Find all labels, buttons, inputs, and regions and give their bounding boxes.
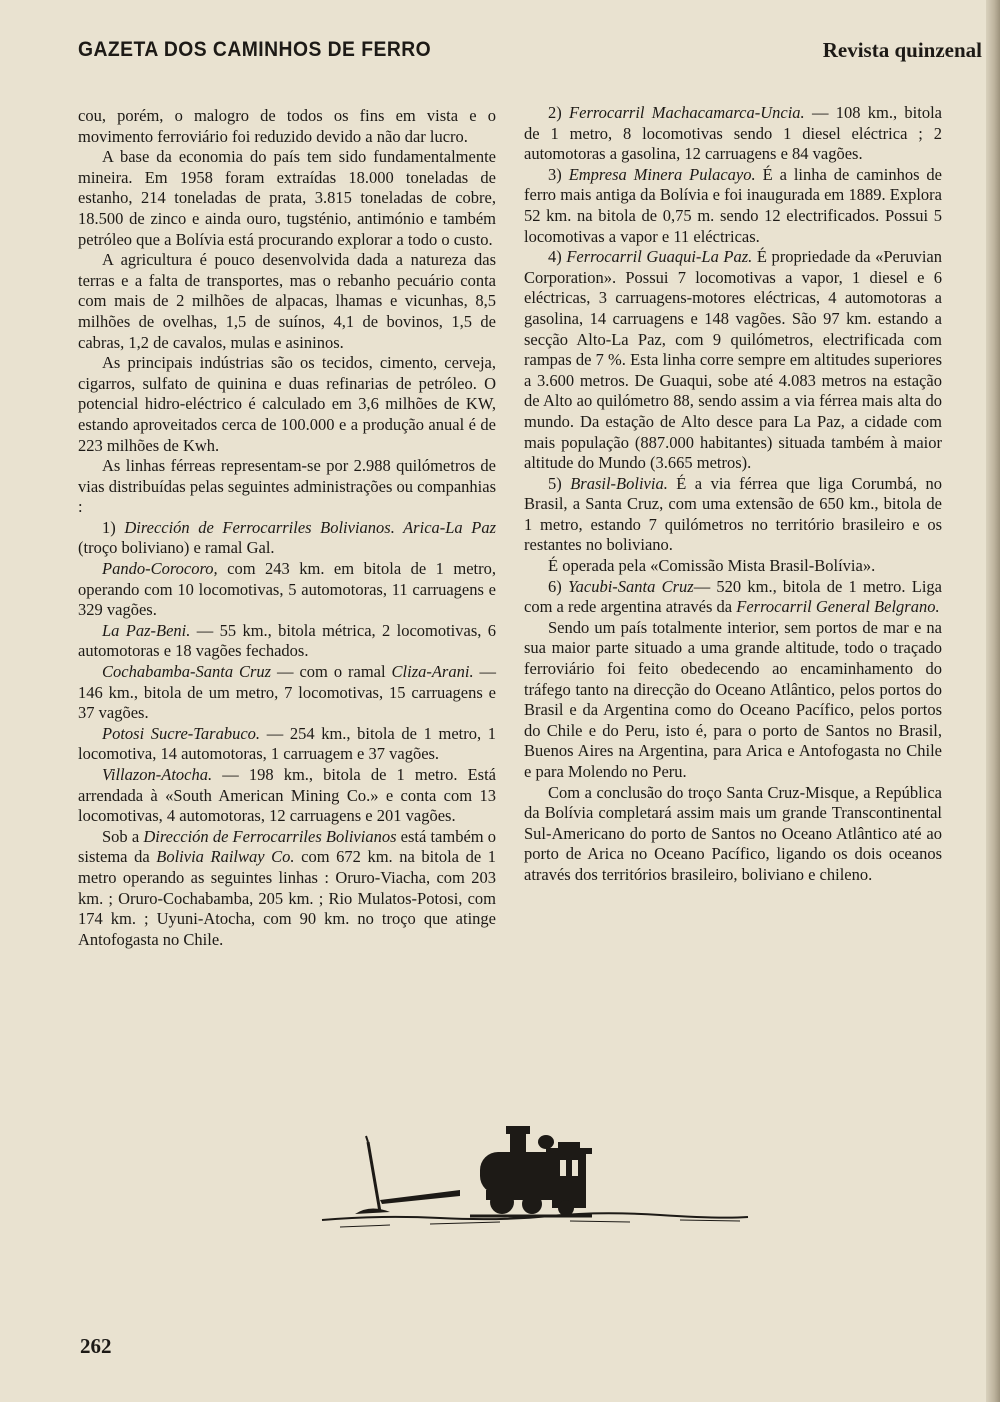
railway-name: Pando-Corocoro,: [102, 559, 218, 579]
railway-name: Brasil-Bolivia.: [570, 473, 668, 493]
left-column: [78, 106, 496, 950]
railway-name: La Paz-Beni.: [102, 620, 191, 640]
paragraph: cou, porém, o malogro de todos os fins em vista e o movimento ferroviário foi reduzido devido a não dar lucro.: [78, 106, 496, 146]
entry-text: (troço boliviano) e ramal Gal.: [78, 538, 275, 558]
steam-locomotive-icon: [470, 1126, 592, 1216]
railway-name: Empresa Minera Pulacayo.: [568, 164, 756, 184]
right-column: [524, 103, 942, 886]
entry-text: — 254 km., bitola de 1 metro, 1 locomotiva, 14 automotoras, 1 carruagem e 37 vagões.: [78, 723, 496, 764]
railway-entry: [524, 577, 942, 618]
entry-text: com 243 km. em bitola de 1 metro, operando com 10 locomotivas, 5 automotoras, 11 carruagens e 329 vagões.: [78, 559, 496, 620]
entry-text: É a via férrea que liga Corumbá, no Brasil, a Santa Cruz, com uma extensão de 650 km., bitola de 1 metro, estando 7 quilómetros no território brasileiro e os restantes no boliviano.: [524, 473, 943, 555]
paragraph: É operada pela «Comissão Mista Brasil-Bolívia».: [548, 556, 876, 576]
entry-text: Sob a: [102, 826, 140, 846]
entry-text: está também o sistema da: [78, 826, 497, 867]
railway-name: Villazon-Atocha.: [102, 765, 213, 784]
railway-name: Bolivia Railway Co.: [156, 847, 295, 867]
journal-title: GAZETA DOS CAMINHOS DE FERRO: [78, 38, 432, 61]
railway-name: Cochabamba-Santa Cruz: [102, 662, 272, 682]
railway-name: Ferrocarril Machacamarca-Uncia.: [569, 103, 805, 122]
entry-number: 6): [548, 576, 562, 596]
railway-entry: [78, 662, 496, 724]
entry-number: 1): [102, 517, 116, 537]
entry-text: É a linha de caminhos de ferro mais antiga da Bolívia e foi inaugurada em 1889. Explora 52 km. na bitola de 0,75 m. sendo 12 electrificados. Possui 5 locomotivas a vapor e 11 eléctricas.: [524, 164, 943, 246]
entry-number: 5): [548, 473, 562, 493]
paragraph: Com a conclusão do troço Santa Cruz-Misque, a República da Bolívia completará assim mais um grande Transcontinental Sul-Americano do porto de Santos no Oceano Atlântico até ao porto de Arica no Oceano Pacífico, ligando os dois oceanos através dos territórios brasileiro, boliviano e chileno.: [524, 782, 942, 884]
entry-text: — 198 km., bitola de 1 metro. Está arrendada à «South American Mining Co.» e conta com 13 locomotivas, 4 automotoras, 12 carruagens e 201 vagões.: [78, 765, 496, 826]
entry-text: — 55 km., bitola métrica, 2 locomotivas, 6 automotoras e 18 vagões fechados.: [78, 620, 496, 661]
locomotive-illustration: [320, 1112, 750, 1252]
entry-text: — 146 km., bitola de um metro, 7 locomotivas, 15 carruagens e 37 vagões.: [78, 662, 497, 723]
railway-entry: [78, 559, 496, 621]
paragraph: Sendo um país totalmente interior, sem portos de mar e na sua maior parte situado a uma grande altitude, todo o traçado ferroviário foi feito obedecendo ao encaminhamento do tráfego tanto na direcção do Oceano Atlântico, pelos portos do Brasil e da Argentina como do Oceano Pacífico, pelos portos do Chile e do Peru, isto é, para o porto de Santos no Brasil, Buenos Aires na Argentina, para Arica e Antofogasta no Chile e para Molendo no Peru.: [524, 617, 942, 781]
paragraph: A base da economia do país tem sido fundamentalmente mineira. Em 1958 foram extraídas 18.000 toneladas de estanho, 214 toneladas de prata, 3.815 toneladas de cobre, 18.500 de zinco e ainda ouro, tugsténio, antimónio e também petróleo que a Bolívia está procurando explorar a todo o custo.: [78, 147, 496, 249]
railway-entry: [78, 518, 496, 559]
railway-entry: [524, 247, 942, 474]
entry-number: 3): [548, 164, 562, 184]
railway-name: Yacubi-Santa Cruz: [567, 576, 694, 596]
entry-text: com 672 km. na bitola de 1 metro operando as seguintes linhas : Oruro-Viacha, com 203 km. ; Oruro-Cochabamba, 205 km. ; Rio Mulatos-Potosi, com 174 km. ; Uyuni-Atocha, com 90 km. no troço que atinge Antofogasta no Chile.: [78, 847, 497, 949]
paragraph: As principais indústrias são os tecidos, cimento, cerveja, cigarros, sulfato de quinina e duas refinarias de petróleo. O potencial hidro-eléctrico é calculado em 3,6 milhões de KW, estando aproveitados cerca de 100.000 e a produção anual é de 223 milhões de Kwh.: [78, 353, 496, 455]
railway-name: Potosi Sucre-Tarabuco.: [102, 723, 261, 743]
railway-name: Cliza-Arani.: [391, 662, 474, 682]
railway-name: Dirección de Ferrocarriles Bolivianos. Arica-La Paz: [124, 517, 496, 537]
railway-entry: [524, 165, 942, 247]
railway-entry: [78, 621, 496, 662]
entry-number: 2): [548, 103, 562, 122]
entry-number: 4): [548, 247, 562, 267]
entry-text: É propriedade da «Peruvian Corporation». Possui 7 locomotivas a vapor, 1 diesel e 6 eléctricas, 3 carruagens-motores eléctricas, 4 automotoras a gasolina, 14 carruagens e 148 vagões. São 97 km. estando a secção Alto-La Paz, com 9 quilómetros, electrificada com rampas de 7 %. Esta linha corre sempre em altitudes superiores a 3.600 metros. De Guaqui, sobe até 4.083 metros na estação de Alto ao quilómetro 88, sendo assim a via férrea mais alta do mundo. Da estação de Alto desce para La Paz, a cidade com mais população (887.000 habitantes) situada também à maior altitude do Mundo (3.665 metros).: [524, 247, 943, 473]
entry-text: — 108 km., bitola de 1 metro, 8 locomotivas sendo 1 diesel eléctrica ; 2 automotoras a gasolina, 12 carruagens e 84 vagões.: [524, 103, 943, 164]
railway-name: Ferrocarril General Belgrano.: [736, 597, 940, 617]
paragraph: [78, 827, 496, 951]
railway-entry: [78, 765, 496, 827]
railway-entry: [524, 474, 942, 556]
semaphore-signal: [355, 1136, 460, 1214]
railway-name: Dirección de Ferrocarriles Bolivianos: [143, 826, 397, 846]
entry-text: — com o ramal: [277, 662, 386, 682]
page-edge: [986, 0, 1000, 1402]
railway-entry: [524, 103, 942, 165]
page-header: [78, 38, 990, 70]
paragraph: As linhas férreas representam-se por 2.988 quilómetros de vias distribuídas pelas seguintes administrações ou companhias :: [78, 456, 496, 517]
entry-text: — 520 km., bitola de 1 metro. Liga com a rede argentina através da: [524, 576, 943, 617]
railway-entry: [78, 724, 496, 765]
railway-name: Ferrocarril Guaqui-La Paz.: [566, 247, 753, 267]
paragraph: A agricultura é pouco desenvolvida dada a natureza das terras e a falta de transportes, mas o rebanho pecuário conta com mais de 2 milhões de alpacas, lhamas e vicunhas, 8,5 milhões de ovelhas, 1,5 de suínos, 4,1 de bovinos, 1,5 de cabras, 1,2 de cavalos, mulas e asininos.: [78, 250, 496, 352]
page-number: 262: [80, 1334, 112, 1358]
journal-subtitle: Revista quinzenal: [822, 38, 982, 62]
